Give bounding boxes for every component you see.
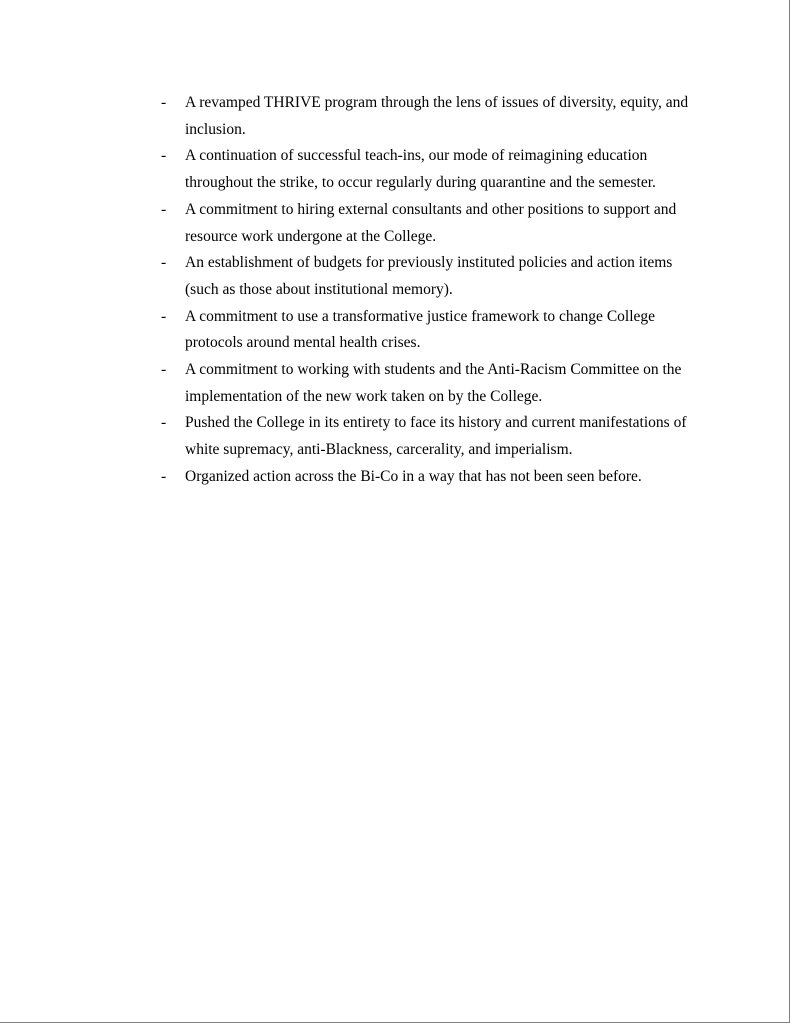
bullet-dash: - [161, 147, 167, 165]
list-item [158, 357, 718, 410]
list-item-line: A commitment to hiring external consultants and other positions to support and [185, 200, 677, 218]
list-item-line: protocols around mental health crises. [185, 334, 421, 352]
bullet-dash: - [161, 307, 167, 325]
bullet-dash: - [161, 200, 167, 218]
list-item-line: resource work undergone at the College. [185, 227, 437, 245]
list-item-line: throughout the strike, to occur regularly during quarantine and the semester. [185, 174, 656, 192]
list-item [158, 464, 718, 491]
bullet-dash: - [161, 467, 167, 485]
list-item-line: implementation of the new work taken on by the College. [185, 387, 543, 405]
list-item [158, 250, 718, 303]
list-item-line: A commitment to working with students and the Anti-Racism Committee on the [185, 361, 682, 379]
bullet-dash: - [161, 414, 167, 432]
list-item-line: inclusion. [185, 120, 246, 138]
list-item [158, 143, 718, 196]
list-item [158, 197, 718, 250]
bullet-dash: - [161, 361, 167, 379]
bullet-dash: - [161, 254, 167, 272]
bullet-dash: - [161, 94, 167, 111]
list-item-line: A continuation of successful teach-ins, our mode of reimagining education [185, 147, 648, 165]
bullet-list [158, 90, 718, 491]
list-item-line: An establishment of budgets for previously instituted policies and action items [185, 254, 673, 272]
list-item-line: Organized action across the Bi-Co in a way that has not been seen before. [185, 467, 642, 485]
list-item [158, 410, 718, 463]
list-item-line: A commitment to use a transformative justice framework to change College [185, 307, 656, 325]
list-item [158, 304, 718, 357]
list-item [158, 90, 718, 143]
list-item-line: (such as those about institutional memory). [185, 280, 453, 298]
list-item-line: A revamped THRIVE program through the lens of issues of diversity, equity, and [185, 94, 689, 111]
list-item-line: Pushed the College in its entirety to face its history and current manifestations of [185, 414, 687, 432]
list-item-line: white supremacy, anti-Blackness, carcerality, and imperialism. [185, 441, 573, 459]
